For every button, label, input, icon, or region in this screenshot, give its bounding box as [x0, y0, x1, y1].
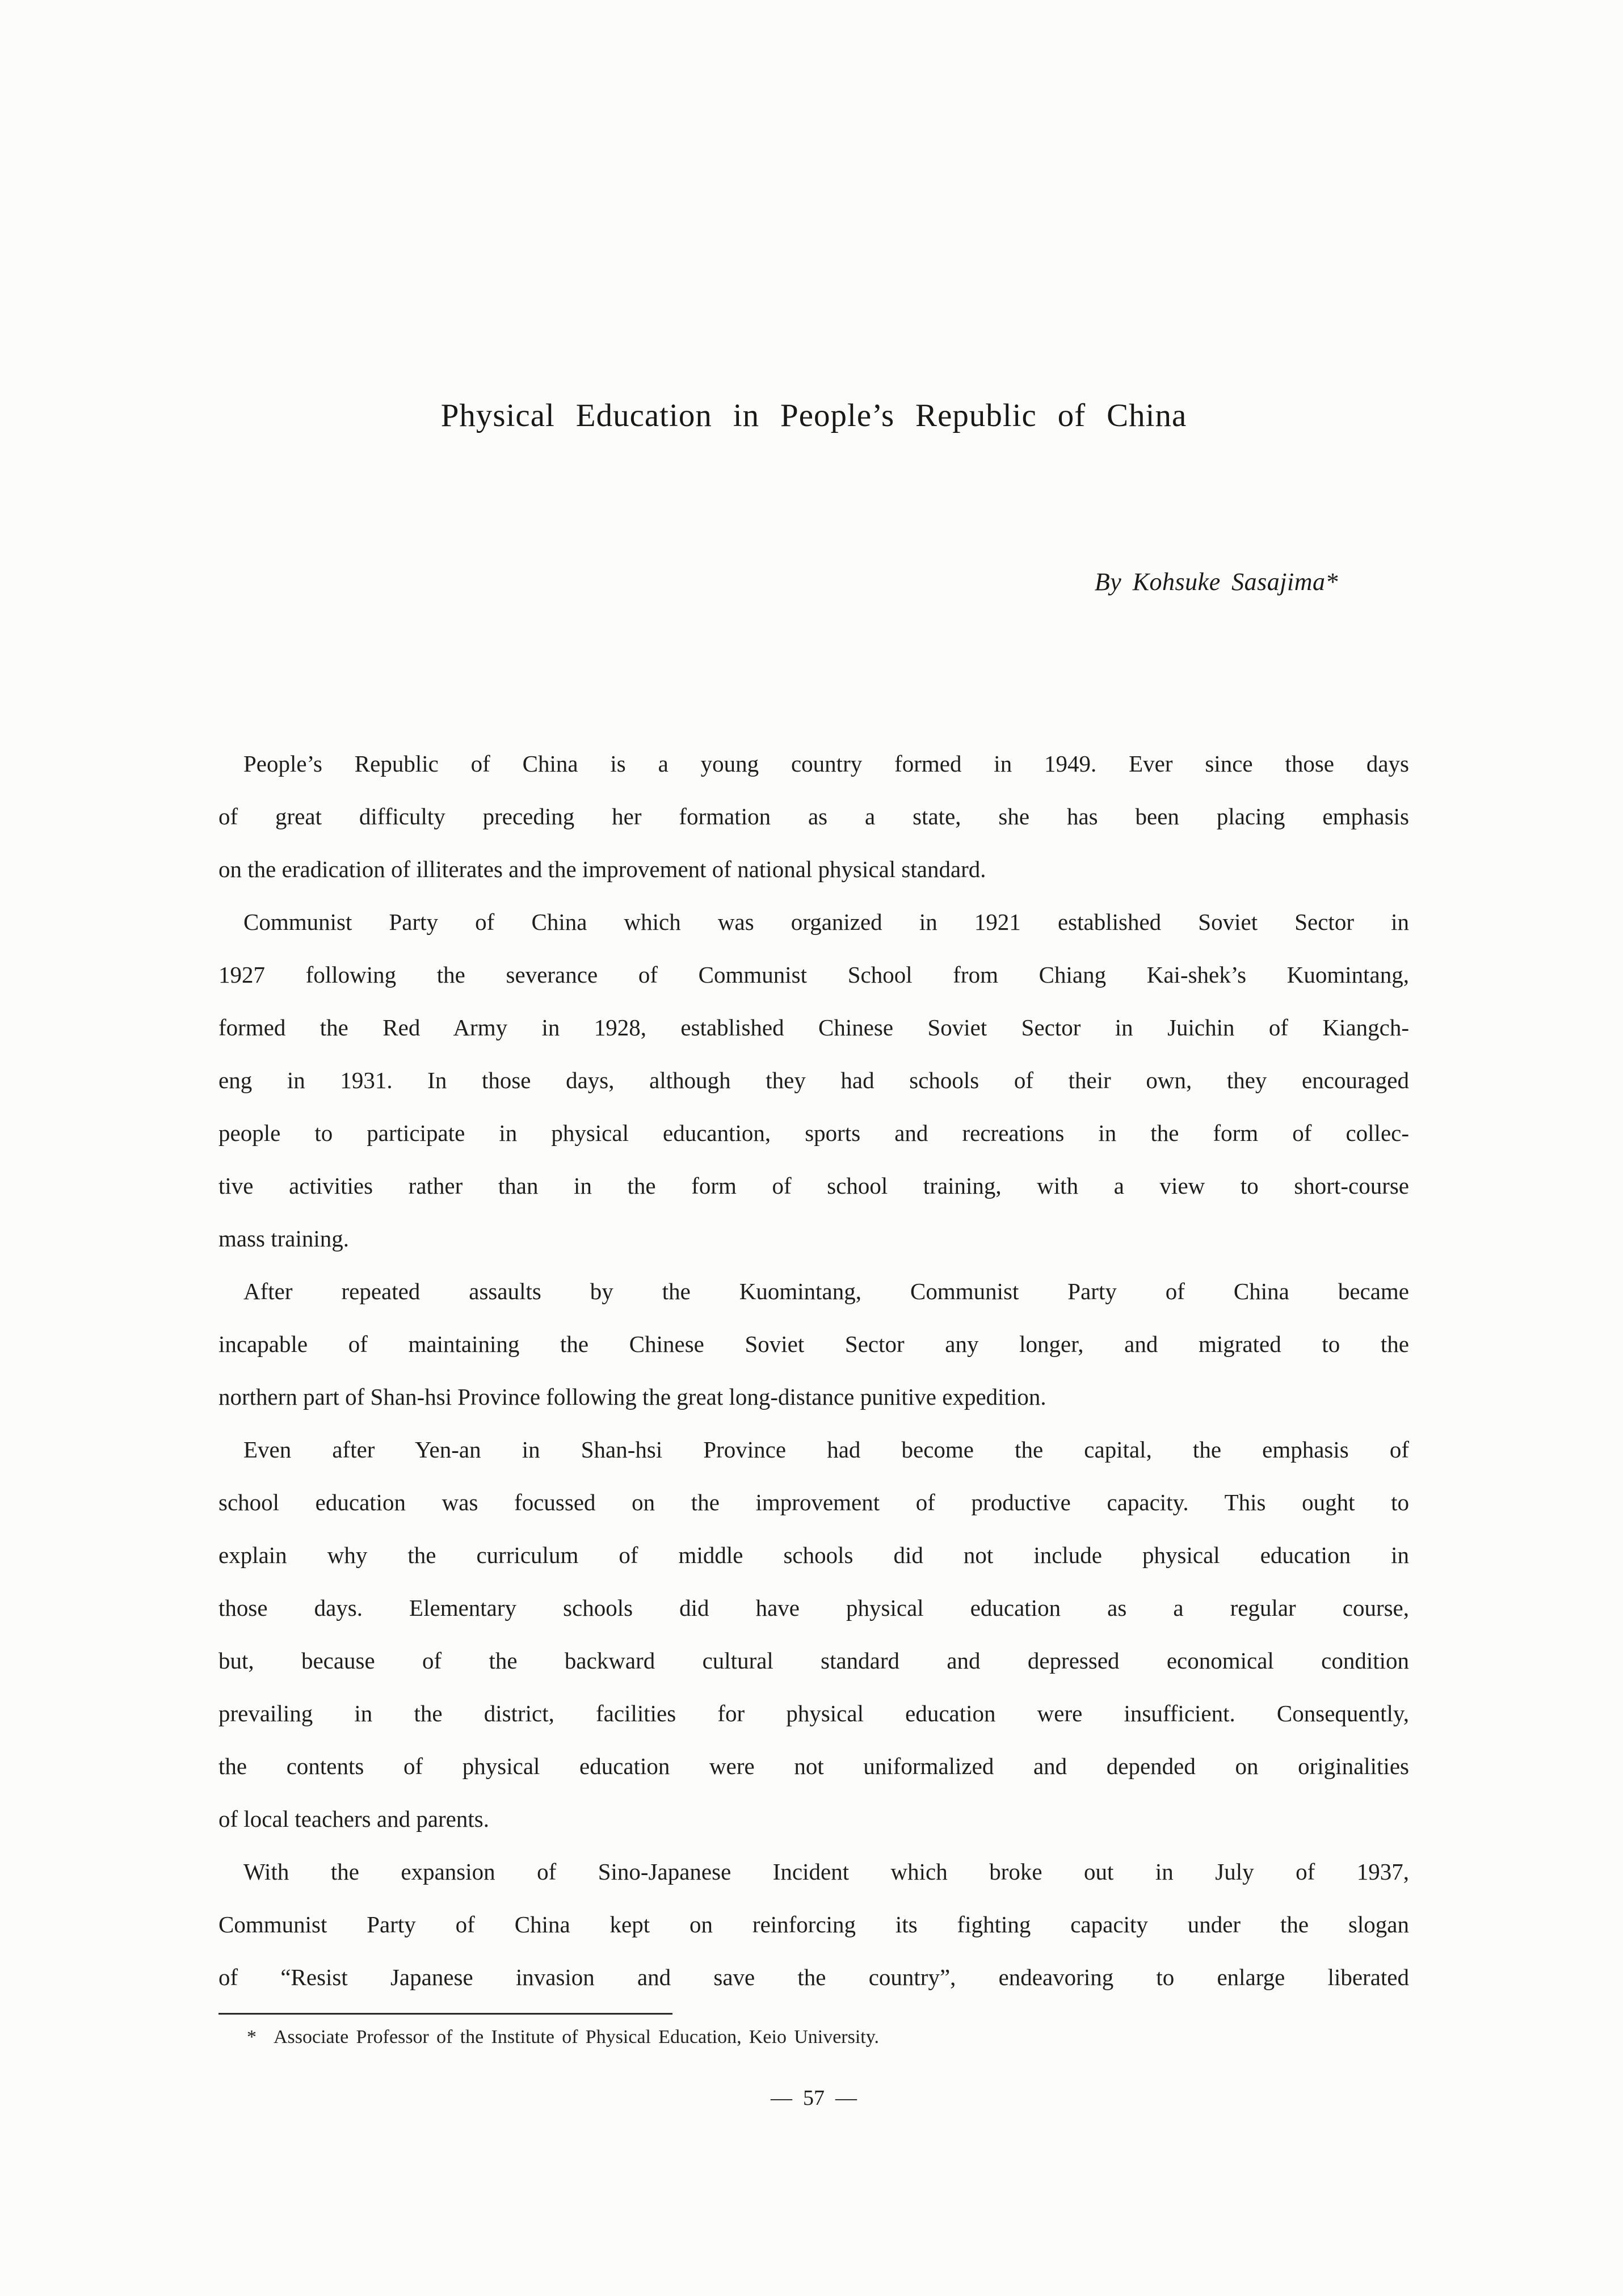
text-line: formed the Red Army in 1928, established Chinese Soviet Sector in Juichin of Kiangch-	[218, 1014, 1409, 1040]
text-line: With the expansion of Sino-Japanese Incident which broke out in July of 1937,	[243, 1859, 1409, 1885]
text-line: eng in 1931. In those days, although they had schools of their own, they encouraged	[218, 1067, 1409, 1093]
text-line: school education was focussed on the improvement of productive capacity. This ought to	[218, 1489, 1409, 1515]
text-line: 1927 following the severance of Communist School from Chiang Kai-shek’s Kuomintang,	[218, 962, 1409, 988]
paragraph	[218, 1423, 1409, 1846]
text-line: of “Resist Japanese invasion and save the country”, endeavoring to enlarge liberated	[218, 1964, 1409, 1990]
footnote	[218, 2024, 1409, 2051]
paragraph	[218, 896, 1409, 1265]
paragraph	[218, 738, 1409, 896]
text-line: northern part of Shan-hsi Province following the great long-distance punitive expedition.	[218, 1384, 1046, 1410]
footnote-rule	[218, 2013, 672, 2015]
text-line: tive activities rather than in the form of school training, with a view to short-course	[218, 1173, 1409, 1199]
text-line: Communist Party of China which was organized in 1921 established Soviet Sector in	[243, 909, 1409, 935]
footnote-marker: *	[247, 2027, 257, 2048]
text-line: but, because of the backward cultural standard and depressed economical condition	[218, 1648, 1409, 1674]
text-line: people to participate in physical educantion, sports and recreations in the form of collec-	[218, 1120, 1409, 1146]
text-line: those days. Elementary schools did have physical education as a regular course,	[218, 1595, 1409, 1621]
text-line: incapable of maintaining the Chinese Soviet Sector any longer, and migrated to the	[218, 1331, 1409, 1357]
body-paragraphs	[218, 738, 1409, 2004]
paper-title: Physical Education in People’s Republic of China	[440, 398, 1187, 433]
text-line: the contents of physical education were not uniformalized and depended on originalities	[218, 1753, 1409, 1779]
author-byline: By Kohsuke Sasajima*	[1094, 568, 1338, 596]
text-line: Even after Yen-an in Shan-hsi Province had become the capital, the emphasis of	[243, 1436, 1409, 1463]
paragraph	[218, 1846, 1409, 2004]
text-line: on the eradication of illiterates and the improvement of national physical standard.	[218, 856, 986, 882]
text-line: prevailing in the district, facilities for physical education were insufficient. Consequently,	[218, 1700, 1409, 1726]
text-line: explain why the curriculum of middle schools did not include physical education in	[218, 1542, 1409, 1568]
page-number: — 57 —	[771, 2086, 857, 2110]
paragraph	[218, 1265, 1409, 1423]
text-line: Communist Party of China kept on reinforcing its fighting capacity under the slogan	[218, 1911, 1409, 1937]
text-line: After repeated assaults by the Kuomintang, Communist Party of China became	[243, 1278, 1409, 1304]
text-line: mass training.	[218, 1225, 350, 1252]
footnote-text: Associate Professor of the Institute of Physical Education, Keio University.	[274, 2027, 880, 2048]
text-line: People’s Republic of China is a young country formed in 1949. Ever since those days	[243, 751, 1409, 777]
text-line: of local teachers and parents.	[218, 1806, 489, 1832]
footnote-block	[218, 2013, 1409, 2051]
text-line: of great difficulty preceding her formation as a state, she has been placing emphasis	[218, 803, 1409, 829]
